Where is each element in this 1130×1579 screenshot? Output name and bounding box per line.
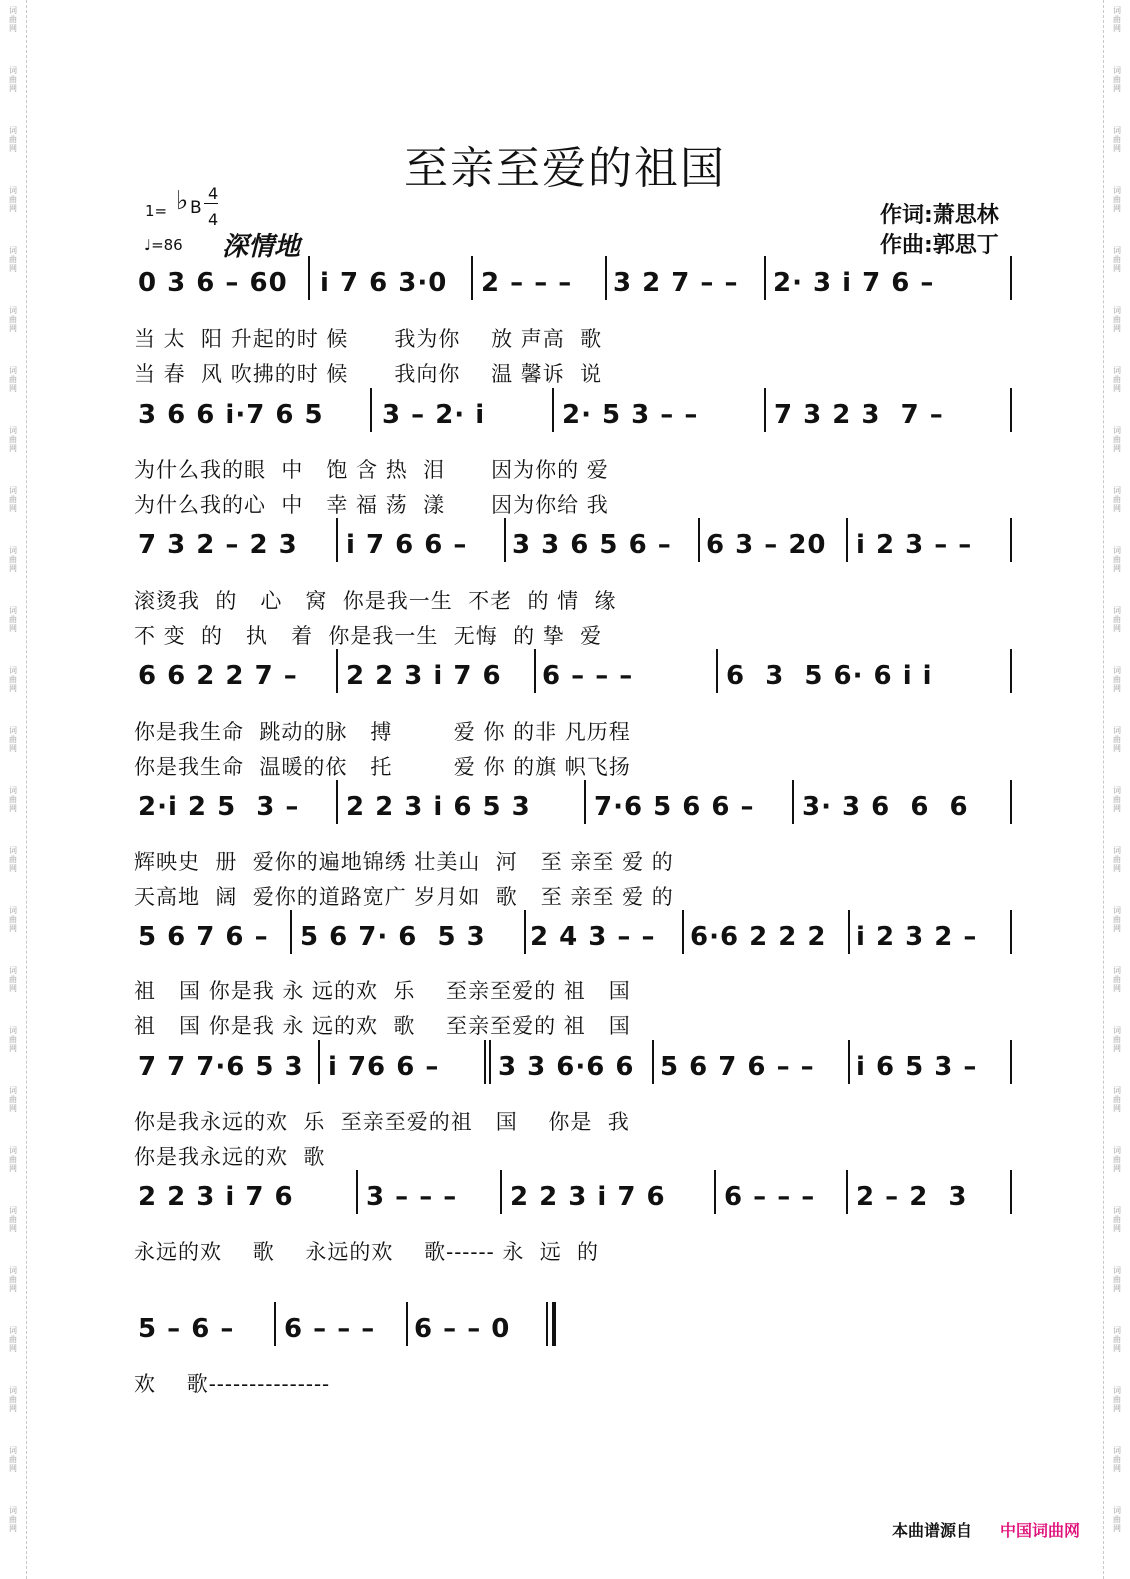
edge-watermark-text: 词 曲 网 xyxy=(1113,6,1121,33)
barline xyxy=(308,256,310,300)
measure: 2·i 2 5 3 – xyxy=(138,792,300,822)
barline xyxy=(336,649,338,693)
barline xyxy=(848,910,850,954)
edge-watermark-text: 词 曲 网 xyxy=(1113,906,1121,933)
barline xyxy=(471,256,473,300)
notation-line xyxy=(138,655,1018,695)
edge-watermark-text: 词 曲 网 xyxy=(9,906,17,933)
final-barline-thick xyxy=(552,1302,556,1346)
edge-watermark-text: 词 曲 网 xyxy=(9,726,17,753)
edge-watermark-text: 词 曲 网 xyxy=(9,1026,17,1053)
barline xyxy=(792,780,794,824)
tempo-marking: ♩=86 xyxy=(144,236,183,254)
measure: 3· 3 6 6 6 xyxy=(802,792,969,822)
barline xyxy=(534,649,536,693)
edge-watermark-text: 词 曲 网 xyxy=(1113,306,1121,333)
measure: 6 – – – xyxy=(284,1314,376,1344)
measure: 0 3 6 – 60 xyxy=(138,268,288,298)
barline xyxy=(846,1170,848,1214)
measure: i 2 3 – – xyxy=(856,530,973,560)
lyric-verse-2: 不 变 的 执 着 你是我一生 无悔 的 挚 爱 xyxy=(134,624,603,648)
edge-watermark-text: 词 曲 网 xyxy=(1113,666,1121,693)
lyricist-credit: 作词:萧思林 xyxy=(880,203,999,228)
edge-watermark-text: 词 曲 网 xyxy=(1113,486,1121,513)
edge-watermark-text: 词 曲 网 xyxy=(1113,546,1121,573)
edge-watermark-text: 词 曲 网 xyxy=(9,126,17,153)
time-signature-line xyxy=(204,203,218,204)
edge-watermark-text: 词 曲 网 xyxy=(1113,1086,1121,1113)
barline xyxy=(1010,256,1012,300)
lyric-verse-1: 为什么我的眼 中 饱 含 热 泪 因为你的 爱 xyxy=(134,458,609,482)
measure: 2 2 3 i 7 6 xyxy=(510,1182,666,1212)
measure: 7·6 5 6 6 – xyxy=(594,792,755,822)
measure: 6 – – – xyxy=(542,661,634,691)
barline xyxy=(406,1302,408,1346)
barline xyxy=(370,388,372,432)
barline xyxy=(764,256,766,300)
measure: 2 – – – xyxy=(481,268,573,298)
lyric-verse-2: 祖 国 你是我 永 远的欢 歌 至亲至爱的 祖 国 xyxy=(134,1014,631,1038)
measure: 5 6 7 6 – xyxy=(138,922,269,952)
measure: i 6 5 3 – xyxy=(856,1052,978,1082)
barline xyxy=(605,256,607,300)
edge-watermark-text: 词 曲 网 xyxy=(1113,66,1121,93)
lyric-verse-1: 你是我生命 跳动的脉 搏 爱 你 的非 凡历程 xyxy=(134,720,631,744)
edge-watermark-text: 词 曲 网 xyxy=(9,846,17,873)
measure: 3 – – – xyxy=(366,1182,458,1212)
barline xyxy=(504,518,506,562)
edge-watermark-text: 词 曲 网 xyxy=(9,666,17,693)
edge-watermark-text: 词 曲 网 xyxy=(1113,1326,1121,1353)
measure: 6 6 2 2 7 – xyxy=(138,661,298,691)
measure: 7 7 7·6 5 3 xyxy=(138,1052,304,1082)
edge-watermark-text: 词 曲 网 xyxy=(9,1086,17,1113)
barline xyxy=(336,780,338,824)
notation-line xyxy=(138,1308,1018,1348)
source-label: 本曲谱源自 xyxy=(892,1521,973,1540)
measure: 3 3 6·6 6 xyxy=(498,1052,635,1082)
measure: i 7 6 6 – xyxy=(346,530,468,560)
edge-watermark-text: 词 曲 网 xyxy=(9,306,17,333)
measure: i 2 3 2 – xyxy=(856,922,978,952)
measure: 3 2 7 – – xyxy=(613,268,739,298)
edge-watermark-text: 词 曲 网 xyxy=(1113,186,1121,213)
lyric-line: 欢 歌--------------- xyxy=(134,1372,331,1396)
edge-watermark-text: 词 曲 网 xyxy=(1113,246,1121,273)
edge-watermark-text: 词 曲 网 xyxy=(9,246,17,273)
edge-watermark-text: 词 曲 网 xyxy=(9,1386,17,1413)
barline xyxy=(524,910,526,954)
barline xyxy=(848,1040,850,1084)
left-edge-watermark xyxy=(0,0,27,1579)
edge-watermark-text: 词 曲 网 xyxy=(9,606,17,633)
edge-watermark-text: 词 曲 网 xyxy=(1113,1506,1121,1533)
notation-line xyxy=(138,1176,1018,1216)
barline xyxy=(714,1170,716,1214)
edge-watermark-text: 词 曲 网 xyxy=(9,426,17,453)
measure: 2 – 2 3 xyxy=(856,1182,968,1212)
measure: 3 3 6 5 6 – xyxy=(512,530,672,560)
edge-watermark-text: 词 曲 网 xyxy=(9,1506,17,1533)
barline xyxy=(716,649,718,693)
edge-watermark-text: 词 曲 网 xyxy=(9,6,17,33)
edge-watermark-text: 词 曲 网 xyxy=(9,1146,17,1173)
barline xyxy=(698,518,700,562)
barline xyxy=(846,518,848,562)
notation-line xyxy=(138,524,1018,564)
edge-watermark-text: 词 曲 网 xyxy=(1113,1146,1121,1173)
lyric-verse-2: 天高地 阔 爱你的道路宽广 岁月如 歌 至 亲至 爱 的 xyxy=(134,885,674,909)
lyric-verse-1: 祖 国 你是我 永 远的欢 乐 至亲至爱的 祖 国 xyxy=(134,979,631,1003)
edge-watermark-text: 词 曲 网 xyxy=(1113,1446,1121,1473)
final-barline-thin xyxy=(546,1302,548,1346)
measure: 3 6 6 i·7 6 5 xyxy=(138,400,324,430)
barline xyxy=(1010,518,1012,562)
measure: i 76 6 – xyxy=(328,1052,440,1082)
repeat-barline xyxy=(489,1040,491,1084)
expression-marking: 深情地 xyxy=(222,232,301,262)
notation-line xyxy=(138,394,1018,434)
measure: 5 6 7 6 – – xyxy=(660,1052,815,1082)
measure: 6 – – 0 xyxy=(414,1314,511,1344)
barline xyxy=(1010,910,1012,954)
barline xyxy=(1010,1040,1012,1084)
barline xyxy=(652,1040,654,1084)
notation-line xyxy=(138,916,1018,956)
time-signature-top: 4 xyxy=(208,184,219,203)
measure: 7 3 2 3 7 – xyxy=(774,400,944,430)
right-edge-watermark xyxy=(1103,0,1130,1579)
edge-watermark-text: 词 曲 网 xyxy=(9,1206,17,1233)
edge-watermark-text: 词 曲 网 xyxy=(1113,846,1121,873)
measure: 2 4 3 – – xyxy=(530,922,656,952)
edge-watermark-text: 词 曲 网 xyxy=(9,186,17,213)
measure: 5 6 7· 6 5 3 xyxy=(300,922,486,952)
notation-line xyxy=(138,786,1018,826)
edge-watermark-text: 词 曲 网 xyxy=(9,486,17,513)
lyric-verse-2: 当 春 风 吹拂的时 候 我向你 温 馨诉 说 xyxy=(134,362,603,386)
lyric-verse-2: 你是我生命 温暖的依 托 爱 你 的旗 帜飞扬 xyxy=(134,755,631,779)
composer-credit: 作曲:郭思丁 xyxy=(880,233,999,258)
edge-watermark-text: 词 曲 网 xyxy=(9,1266,17,1293)
lyric-verse-1: 你是我永远的欢 乐 至亲至爱的祖 国 你是 我 xyxy=(134,1110,630,1134)
edge-watermark-text: 词 曲 网 xyxy=(1113,126,1121,153)
measure: 7 3 2 – 2 3 xyxy=(138,530,298,560)
measure: 6 3 5 6· 6 i i xyxy=(726,661,933,691)
lyric-verse-2: 你是我永远的欢 歌 xyxy=(134,1145,326,1169)
barline xyxy=(484,1040,486,1084)
lyric-verse-1: 滚烫我 的 心 窝 你是我一生 不老 的 情 缘 xyxy=(134,589,617,613)
barline xyxy=(1010,1170,1012,1214)
edge-watermark-text: 词 曲 网 xyxy=(9,1446,17,1473)
barline xyxy=(764,388,766,432)
notation-line xyxy=(138,262,1018,302)
measure: 6 3 – 20 xyxy=(706,530,827,560)
edge-watermark-text: 词 曲 网 xyxy=(1113,366,1121,393)
edge-watermark-text: 词 曲 网 xyxy=(1113,1266,1121,1293)
lyric-verse-2: 为什么我的心 中 幸 福 荡 漾 因为你给 我 xyxy=(134,493,609,517)
edge-watermark-text: 词 曲 网 xyxy=(1113,606,1121,633)
measure: 2· 5 3 – – xyxy=(562,400,699,430)
barline xyxy=(1010,388,1012,432)
measure: i 7 6 3·0 xyxy=(320,268,448,298)
key-letter: B xyxy=(190,198,202,218)
edge-watermark-text: 词 曲 网 xyxy=(1113,426,1121,453)
edge-watermark-text: 词 曲 网 xyxy=(1113,726,1121,753)
edge-watermark-text: 词 曲 网 xyxy=(1113,1206,1121,1233)
edge-watermark-text: 词 曲 网 xyxy=(9,786,17,813)
measure: 2· 3 i 7 6 – xyxy=(773,268,935,298)
measure: 3 – 2· i xyxy=(382,400,486,430)
edge-watermark-text: 词 曲 网 xyxy=(1113,966,1121,993)
measure: 2 2 3 i 7 6 xyxy=(138,1182,294,1212)
edge-watermark-text: 词 曲 网 xyxy=(1113,786,1121,813)
time-signature-bottom: 4 xyxy=(208,210,219,229)
barline xyxy=(1010,649,1012,693)
barline xyxy=(274,1302,276,1346)
barline xyxy=(356,1170,358,1214)
barline xyxy=(584,780,586,824)
edge-watermark-text: 词 曲 网 xyxy=(1113,1386,1121,1413)
edge-watermark-text: 词 曲 网 xyxy=(1113,1026,1121,1053)
lyric-verse-1: 当 太 阳 升起的时 候 我为你 放 声高 歌 xyxy=(134,327,603,351)
measure: 5 – 6 – xyxy=(138,1314,235,1344)
source-site-link[interactable]: 中国词曲网 xyxy=(1000,1521,1081,1540)
barline xyxy=(290,910,292,954)
measure: 2 2 3 i 7 6 xyxy=(346,661,502,691)
barline xyxy=(682,910,684,954)
barline xyxy=(318,1040,320,1084)
measure: 2 2 3 i 6 5 3 xyxy=(346,792,531,822)
measure: 6·6 2 2 2 xyxy=(690,922,827,952)
edge-watermark-text: 词 曲 网 xyxy=(9,966,17,993)
measure: 6 – – – xyxy=(724,1182,816,1212)
edge-watermark-text: 词 曲 网 xyxy=(9,1326,17,1353)
barline xyxy=(1010,780,1012,824)
flat-sign-icon: ♭ xyxy=(176,186,189,216)
barline xyxy=(500,1170,502,1214)
barline xyxy=(336,518,338,562)
edge-watermark-text: 词 曲 网 xyxy=(9,366,17,393)
notation-line xyxy=(138,1046,1018,1086)
lyric-verse-1: 辉映史 册 爱你的遍地锦绣 壮美山 河 至 亲至 爱 的 xyxy=(134,850,674,874)
lyric-line: 永远的欢 歌 永远的欢 歌------ 永 远 的 xyxy=(134,1240,600,1264)
edge-watermark-text: 词 曲 网 xyxy=(9,546,17,573)
song-title: 至亲至爱的祖国 xyxy=(404,143,726,194)
barline xyxy=(552,388,554,432)
edge-watermark-text: 词 曲 网 xyxy=(9,66,17,93)
key-signature: 1= xyxy=(145,202,168,220)
